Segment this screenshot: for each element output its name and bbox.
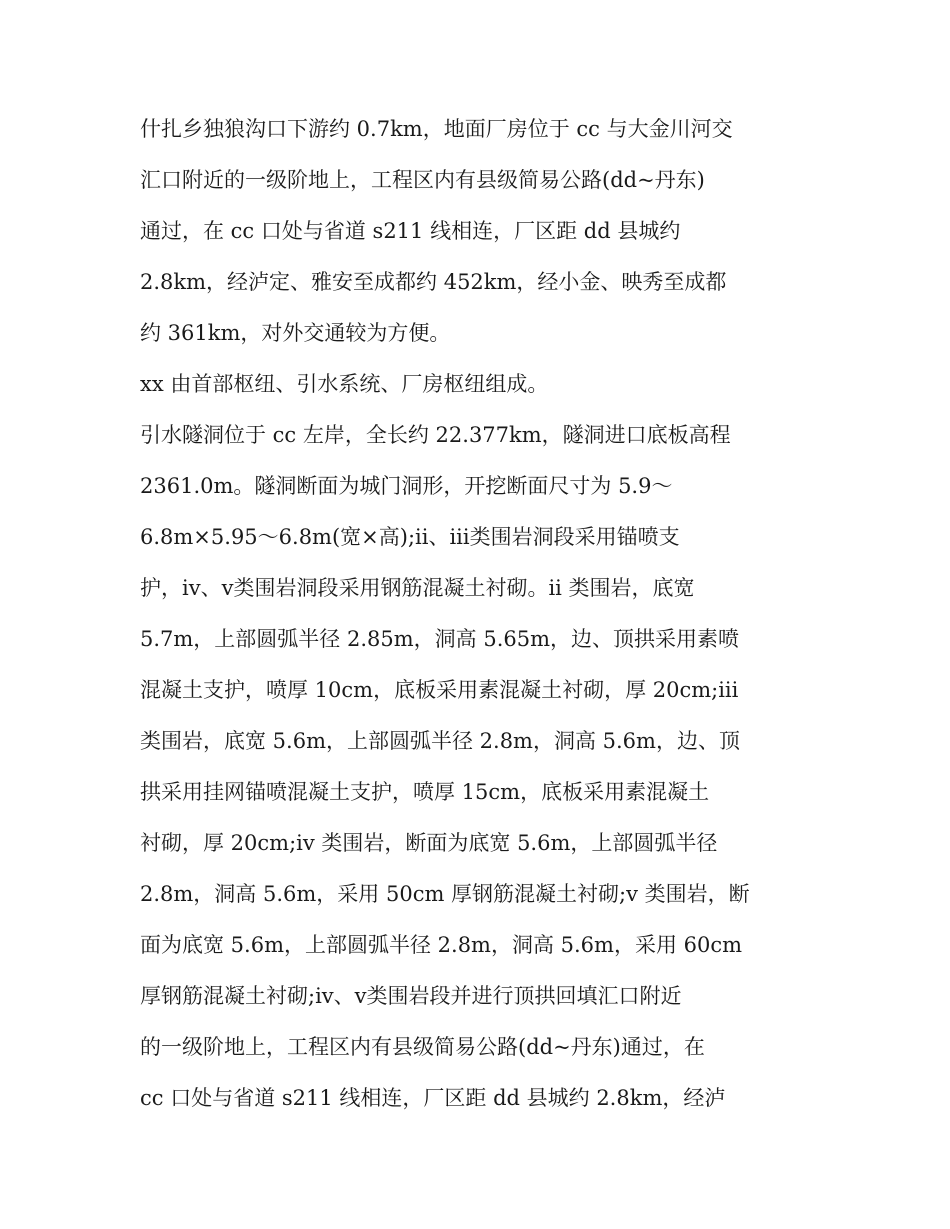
text-line-20: cc 口处与省道 s211 线相连，厂区距 dd 县城约 2.8km，经泸 <box>140 1086 726 1110</box>
text-line-10: 护，iv、ⅴ类围岩洞段采用钢筋混凝土衬砌。ii 类围岩，底宽 <box>140 576 695 600</box>
text-line-14: 拱采用挂网锚喷混凝土支护，喷厚 15cm，底板采用素混凝土 <box>140 780 710 804</box>
text-line-19: 的一级阶地上，工程区内有县级简易公路(dd~丹东)通过，在 <box>140 1035 705 1059</box>
text-line-17: 面为底宽 5.6m，上部圆弧半径 2.8m，洞高 5.6m，采用 60cm <box>140 933 743 957</box>
text-line-8: 2361.0m。隧洞断面为城门洞形，开挖断面尺寸为 5.9～ <box>140 474 673 498</box>
text-line-1: 什扎乡独狼沟口下游约 0.7km，地面厂房位于 cc 与大金川河交 <box>140 117 733 141</box>
text-line-7: 引水隧洞位于 cc 左岸，全长约 22.377km，隧洞进口底板高程 <box>140 423 731 447</box>
text-line-12: 混凝土支护，喷厚 10cm，底板采用素混凝土衬砌，厚 20cm;iii <box>140 678 739 702</box>
text-line-5: 约 361km，对外交通较为方便。 <box>140 321 451 345</box>
text-line-18: 厚钢筋混凝土衬砌;iv、ⅴ类围岩段并进行顶拱回填汇口附近 <box>140 984 682 1008</box>
text-line-11: 5.7m，上部圆弧半径 2.85m，洞高 5.65m，边、顶拱采用素喷 <box>140 627 740 651</box>
document-body <box>140 104 820 1124</box>
text-line-2: 汇口附近的一级阶地上，工程区内有县级简易公路(dd~丹东) <box>140 168 705 192</box>
text-line-4: 2.8km，经泸定、雅安至成都约 452km，经小金、映秀至成都 <box>140 270 727 294</box>
text-line-6: xx 由首部枢纽、引水系统、厂房枢纽组成。 <box>140 372 549 396</box>
text-line-9: 6.8m×5.95～6.8m(宽×高);ii、iii类围岩洞段采用锚喷支 <box>140 525 680 549</box>
text-line-3: 通过，在 cc 口处与省道 s211 线相连，厂区距 dd 县城约 <box>140 219 681 243</box>
text-line-15: 衬砌，厚 20cm;iv 类围岩，断面为底宽 5.6m，上部圆弧半径 <box>140 831 718 855</box>
text-line-16: 2.8m，洞高 5.6m，采用 50cm 厚钢筋混凝土衬砌;v 类围岩，断 <box>140 882 750 906</box>
text-line-13: 类围岩，底宽 5.6m，上部圆弧半径 2.8m，洞高 5.6m，边、顶 <box>140 729 740 753</box>
